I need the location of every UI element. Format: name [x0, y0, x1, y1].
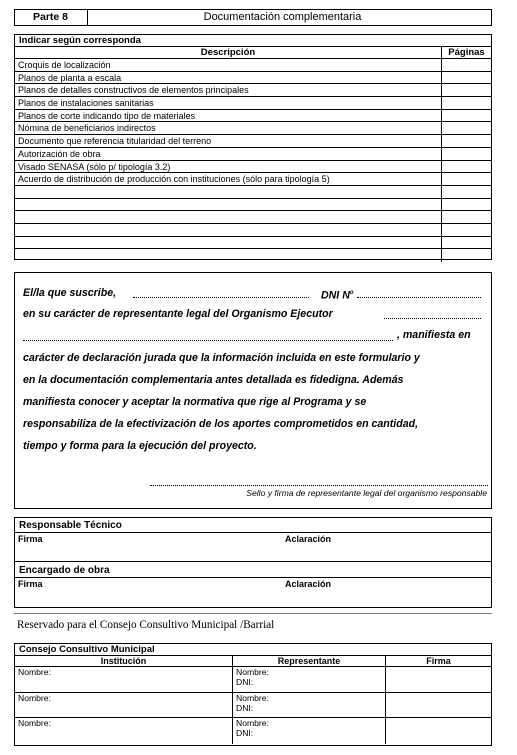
table-row — [15, 186, 491, 199]
pages-cell[interactable] — [441, 211, 491, 223]
declaration-line-2: en su carácter de representante legal del Organismo Ejecutor — [23, 308, 333, 320]
document-description — [15, 186, 441, 198]
declaration-line-3: , manifiesta en — [397, 329, 471, 341]
representante-nombre-label: Nombre: — [236, 667, 269, 677]
pages-cell[interactable] — [441, 135, 491, 147]
firma-header: Firma — [385, 656, 491, 666]
table-row — [15, 84, 491, 97]
declaration-line-6: manifiesta conocer y aceptar la normativa que rige al Programa y se — [23, 396, 367, 408]
pages-cell[interactable] — [441, 72, 491, 84]
pages-cell[interactable] — [441, 237, 491, 249]
table-row — [15, 72, 491, 85]
table-row — [15, 97, 491, 110]
section-title: Documentación complementaria — [203, 11, 362, 23]
document-description — [15, 199, 441, 211]
representante-dni-label: DNI: — [236, 677, 254, 687]
table-row — [15, 122, 491, 135]
table-row — [15, 135, 491, 148]
divider — [15, 577, 491, 578]
document-description — [15, 211, 441, 223]
institucion-cell[interactable] — [15, 718, 232, 744]
representante-dni-label: DNI: — [236, 728, 254, 739]
pages-cell[interactable] — [441, 110, 491, 122]
pages-cell[interactable] — [441, 84, 491, 96]
declaration-line-7: responsabiliza de la efectivización de los aportes comprometidos en cantidad, — [23, 418, 419, 430]
table-row — [15, 59, 491, 72]
documentation-table — [14, 34, 492, 260]
table-row — [15, 249, 491, 262]
documentation-header-row — [15, 47, 491, 59]
consejo-table — [14, 643, 492, 746]
divider — [15, 561, 491, 562]
institucion-nombre-label: Nombre: — [18, 692, 51, 703]
pages-cell[interactable] — [441, 148, 491, 160]
table-row — [15, 718, 491, 744]
description-header: Descripción — [200, 47, 256, 58]
declarant-label: El/la que suscribe, — [23, 287, 117, 299]
dni-field[interactable] — [357, 297, 481, 298]
declaration-line-8: tiempo y forma para la ejecución del proyecto. — [23, 440, 257, 452]
document-description: Planos de detalles constructivos de elementos principales — [18, 85, 249, 96]
document-description — [15, 224, 441, 236]
reserved-notice: Reservado para el Consejo Consultivo Municipal /Barrial — [17, 619, 275, 631]
document-description: Nómina de beneficiarios indirectos — [18, 123, 156, 134]
document-description: Croquis de localización — [18, 60, 111, 70]
document-description — [15, 249, 441, 262]
table-row — [15, 110, 491, 123]
table-row — [15, 224, 491, 237]
table-row — [15, 211, 491, 224]
document-description: Acuerdo de distribución de producción con instituciones (sólo para tipología 5) — [18, 174, 330, 185]
pages-cell[interactable] — [441, 59, 491, 71]
firma-cell[interactable] — [385, 718, 491, 744]
technical-firma-label: Firma — [18, 534, 43, 544]
document-description: Planos de planta a escala — [18, 72, 122, 83]
documentation-caption: Indicar según corresponda — [15, 35, 491, 47]
organism-field-1[interactable] — [384, 318, 481, 319]
firma-cell[interactable] — [385, 667, 491, 692]
table-row — [15, 173, 491, 186]
representante-cell[interactable] — [232, 693, 385, 718]
pages-cell[interactable] — [441, 224, 491, 236]
document-description: Planos de instalaciones sanitarias — [18, 98, 154, 109]
table-row — [15, 667, 491, 693]
representante-cell[interactable] — [232, 718, 385, 744]
document-description: Documento que referencia titularidad del terreno — [18, 136, 212, 147]
pages-cell[interactable] — [441, 161, 491, 173]
separator-rule — [14, 613, 492, 614]
institucion-cell[interactable] — [15, 693, 232, 718]
firma-cell[interactable] — [385, 693, 491, 718]
organism-field-2[interactable] — [23, 340, 393, 341]
document-description: Visado SENASA (sólo p/ tipología 3.2) — [18, 161, 171, 172]
institucion-header: Institución — [100, 656, 147, 666]
declaration-line-4: carácter de declaración jurada que la información incluida en este formulario y — [23, 352, 420, 364]
consejo-caption: Consejo Consultivo Municipal — [15, 644, 491, 656]
site-aclaracion-label: Aclaración — [285, 579, 332, 589]
table-row — [15, 161, 491, 174]
table-row — [15, 199, 491, 212]
dni-label: DNI N — [321, 289, 350, 302]
declarant-name-field[interactable] — [133, 297, 309, 298]
responsables-box — [14, 517, 492, 608]
divider — [15, 532, 491, 533]
representante-nombre-label: Nombre: — [236, 718, 269, 729]
signature-line[interactable] — [150, 485, 488, 486]
table-row — [15, 693, 491, 719]
institucion-cell[interactable] — [15, 667, 232, 692]
table-row — [15, 148, 491, 161]
pages-cell[interactable] — [441, 199, 491, 211]
document-description — [15, 237, 441, 249]
institucion-nombre-label: Nombre: — [18, 667, 51, 677]
institucion-nombre-label: Nombre: — [18, 718, 51, 729]
document-description: Planos de corte indicando tipo de materiales — [18, 110, 196, 121]
signature-label: Sello y firma de representante legal del organismo responsable — [246, 488, 487, 498]
sworn-declaration — [14, 272, 492, 509]
table-row — [15, 237, 491, 250]
declaration-line-5: en la documentación complementaria antes detallada es fidedigna. Además — [23, 374, 404, 386]
pages-cell[interactable] — [441, 186, 491, 198]
pages-cell[interactable] — [441, 97, 491, 109]
pages-cell[interactable] — [441, 122, 491, 134]
site-manager-title: Encargado de obra — [19, 565, 110, 576]
representante-dni-label: DNI: — [236, 702, 254, 713]
section-header — [14, 9, 492, 26]
dni-superscript: o — [349, 290, 354, 296]
representante-cell[interactable] — [232, 667, 385, 692]
technical-title: Responsable Técnico — [19, 520, 122, 531]
part-number: Parte 8 — [15, 10, 88, 25]
pages-header: Páginas — [441, 47, 491, 58]
technical-aclaracion-label: Aclaración — [285, 534, 332, 544]
representante-header: Representante — [232, 656, 385, 666]
site-firma-label: Firma — [18, 579, 43, 589]
consejo-header-row — [15, 656, 491, 667]
document-description: Autorización de obra — [18, 148, 101, 159]
pages-cell[interactable] — [441, 249, 491, 262]
pages-cell[interactable] — [441, 173, 491, 185]
representante-nombre-label: Nombre: — [236, 692, 269, 703]
